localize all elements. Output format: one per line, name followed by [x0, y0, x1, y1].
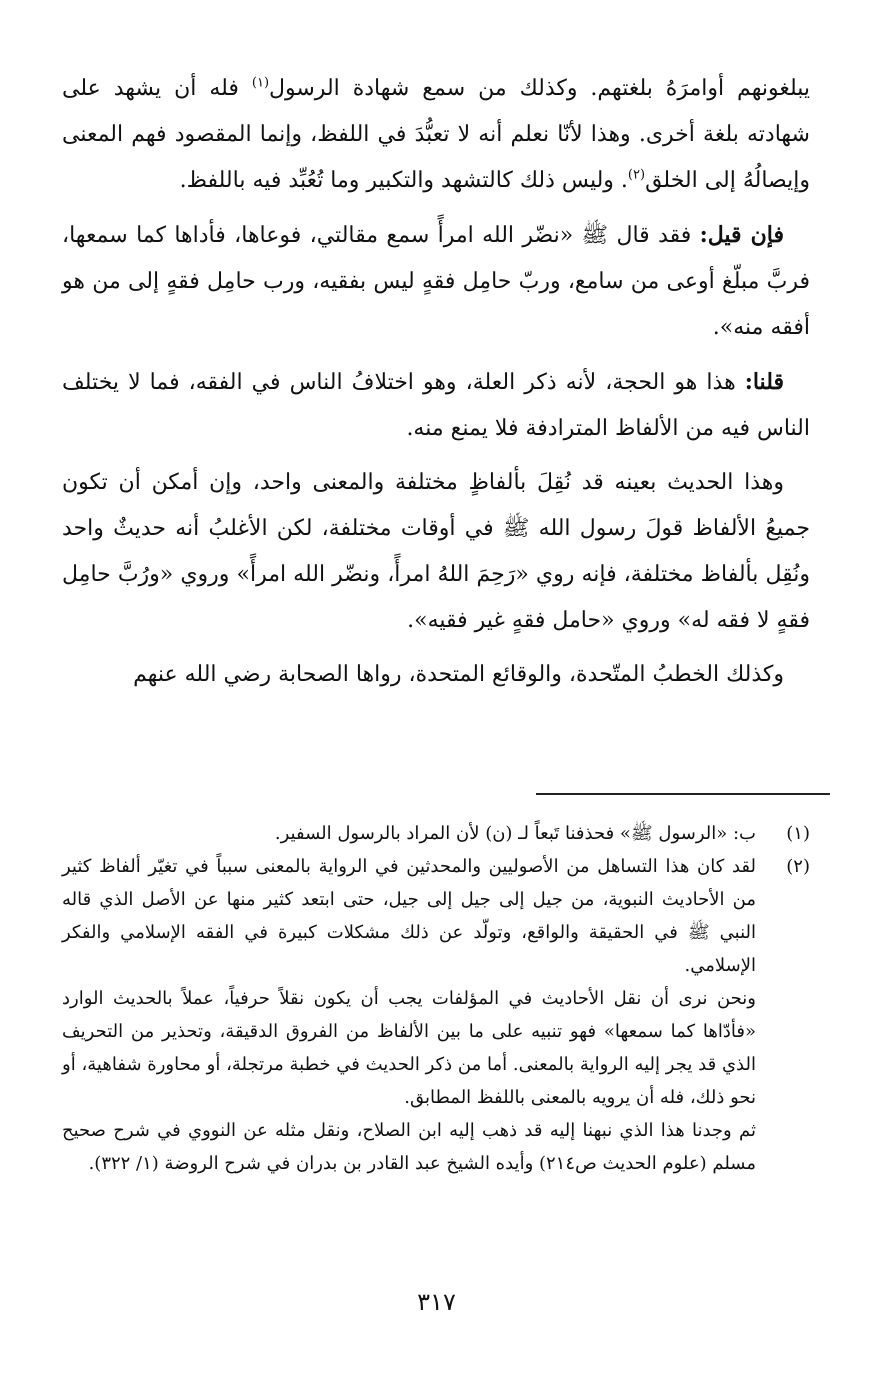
paragraph-4-text: وهذا الحديث بعينه قد نُقِلَ بألفاظٍ مختلفة والمعنى واحد، وإن أمكن أن تكون جميعُ الألفاظ قولَ رسول الله ﷺ في أوقات مختلفة، لكن الأغلبُ أنه حديثٌ واحد ونُقِل بألفاظ مختلفة، فإنه روي «رَحِمَ اللهُ امرأً، ونضّر الله امرأً» وروي «ورُبَّ حامِل فقهٍ لا فقه له» وروي «حامل فقهٍ غير فقيه».: [62, 470, 810, 633]
paragraph-3-text: هذا هو الحجة، لأنه ذكر العلة، وهو اختلافُ الناس في الفقه، فما لا يختلف الناس فيه من الألفاظ المترادفة فلا يمنع منه.: [62, 370, 810, 441]
footnote-separator: [536, 793, 830, 795]
footnote-2-paragraph-1: لقد كان هذا التساهل من الأصوليين والمحدثين في الرواية بالمعنى سبباً في تغيّر ألفاظ كثير من الأحاديث النبوية، من جيل إلى جيل إلى جيل، حتى ابتعد كثير منها عن الأصل الذي قاله النبي ﷺ في الحقيقة والواقع، وتولّد عن ذلك مشكلات كبيرة في الفقه الإسلامي والفكر الإسلامي.: [62, 856, 756, 976]
paragraph-2-lead: فإن قيل:: [699, 222, 784, 248]
footnote-2-number: (٢): [786, 856, 810, 877]
paragraph-2: [62, 212, 810, 351]
footnote-1: [62, 817, 810, 850]
paragraph-5-text: وكذلك الخطبُ المتّحدة، والوقائع المتحدة، رواها الصحابة رضي الله عنهم: [133, 662, 784, 687]
paragraph-1-text-a: يبلغونهم أوامرَهُ بلغتهم. وكذلك من سمع شهادة الرسول: [269, 76, 810, 101]
footnote-ref-2: (٢): [627, 167, 646, 183]
footnote-2-paragraph-3: ثم وجدنا هذا الذي نبهنا إليه قد ذهب إليه ابن الصلاح، ونقل مثله عن النووي في شرح صحيح مسلم (علوم الحديث ص٢١٤) وأيده الشيخ عبد القادر بن بدران في شرح الروضة (١/ ٣٢٢).: [62, 1120, 756, 1174]
footnote-2-paragraph-2: ونحن نرى أن نقل الأحاديث في المؤلفات يجب أن يكون نقلاً حرفياً، عملاً بالحديث الوارد «فأدّاها كما سمعها» فهو تنبيه على ما بين الألفاظ من الفروق الدقيقة، وتحذير من التحريف الذي قد يجر إليه الرواية بالمعنى. أما من ذكر الحديث في خطبة مرتجلة، أو محاورة شفاهية، أو نحو ذلك، فله أن يرويه بالمعنى باللفظ المطابق.: [62, 988, 756, 1108]
footnotes: [62, 817, 810, 1180]
paragraph-5: [62, 652, 810, 698]
footnote-1-number: (١): [786, 823, 810, 844]
paragraph-1: [62, 66, 810, 204]
paragraph-2-text: فقد قال ﷺ «نضّر الله امرأً سمع مقالتي، فوعاها، فأداها كما سمعها، فربَّ مبلّغ أوعى من سامع، وربّ حامِل فقهٍ ليس بفقيه، ورب حامِل فقهٍ إلى من هو أفقه منه».: [62, 223, 810, 340]
paragraph-1-text-c: . وليس ذلك كالتشهد والتكبير وما تُعُبِّد فيه باللفظ.: [179, 168, 628, 193]
footnote-1-text: ب: «الرسول ﷺ» فحذفنا تَبعاً لـ (ن) لأن المراد بالرسول السفير.: [274, 823, 756, 844]
footnote-ref-1: (١): [251, 75, 270, 91]
paragraph-3: [62, 359, 810, 452]
paragraph-1-text-b: فله أن يشهد على شهادته بلغة أخرى. وهذا لأنّا نعلم أنه لا تعبُّدَ في اللفظ، وإنما المقصود فهم المعنى وإيصالُهُ إلى الخلق: [62, 76, 810, 193]
paragraph-3-lead: قلنا:: [744, 369, 784, 395]
page-number: ٣١٧: [417, 1288, 456, 1316]
footnote-2: [62, 850, 810, 1180]
paragraph-4: [62, 460, 810, 644]
main-text: [62, 66, 810, 706]
